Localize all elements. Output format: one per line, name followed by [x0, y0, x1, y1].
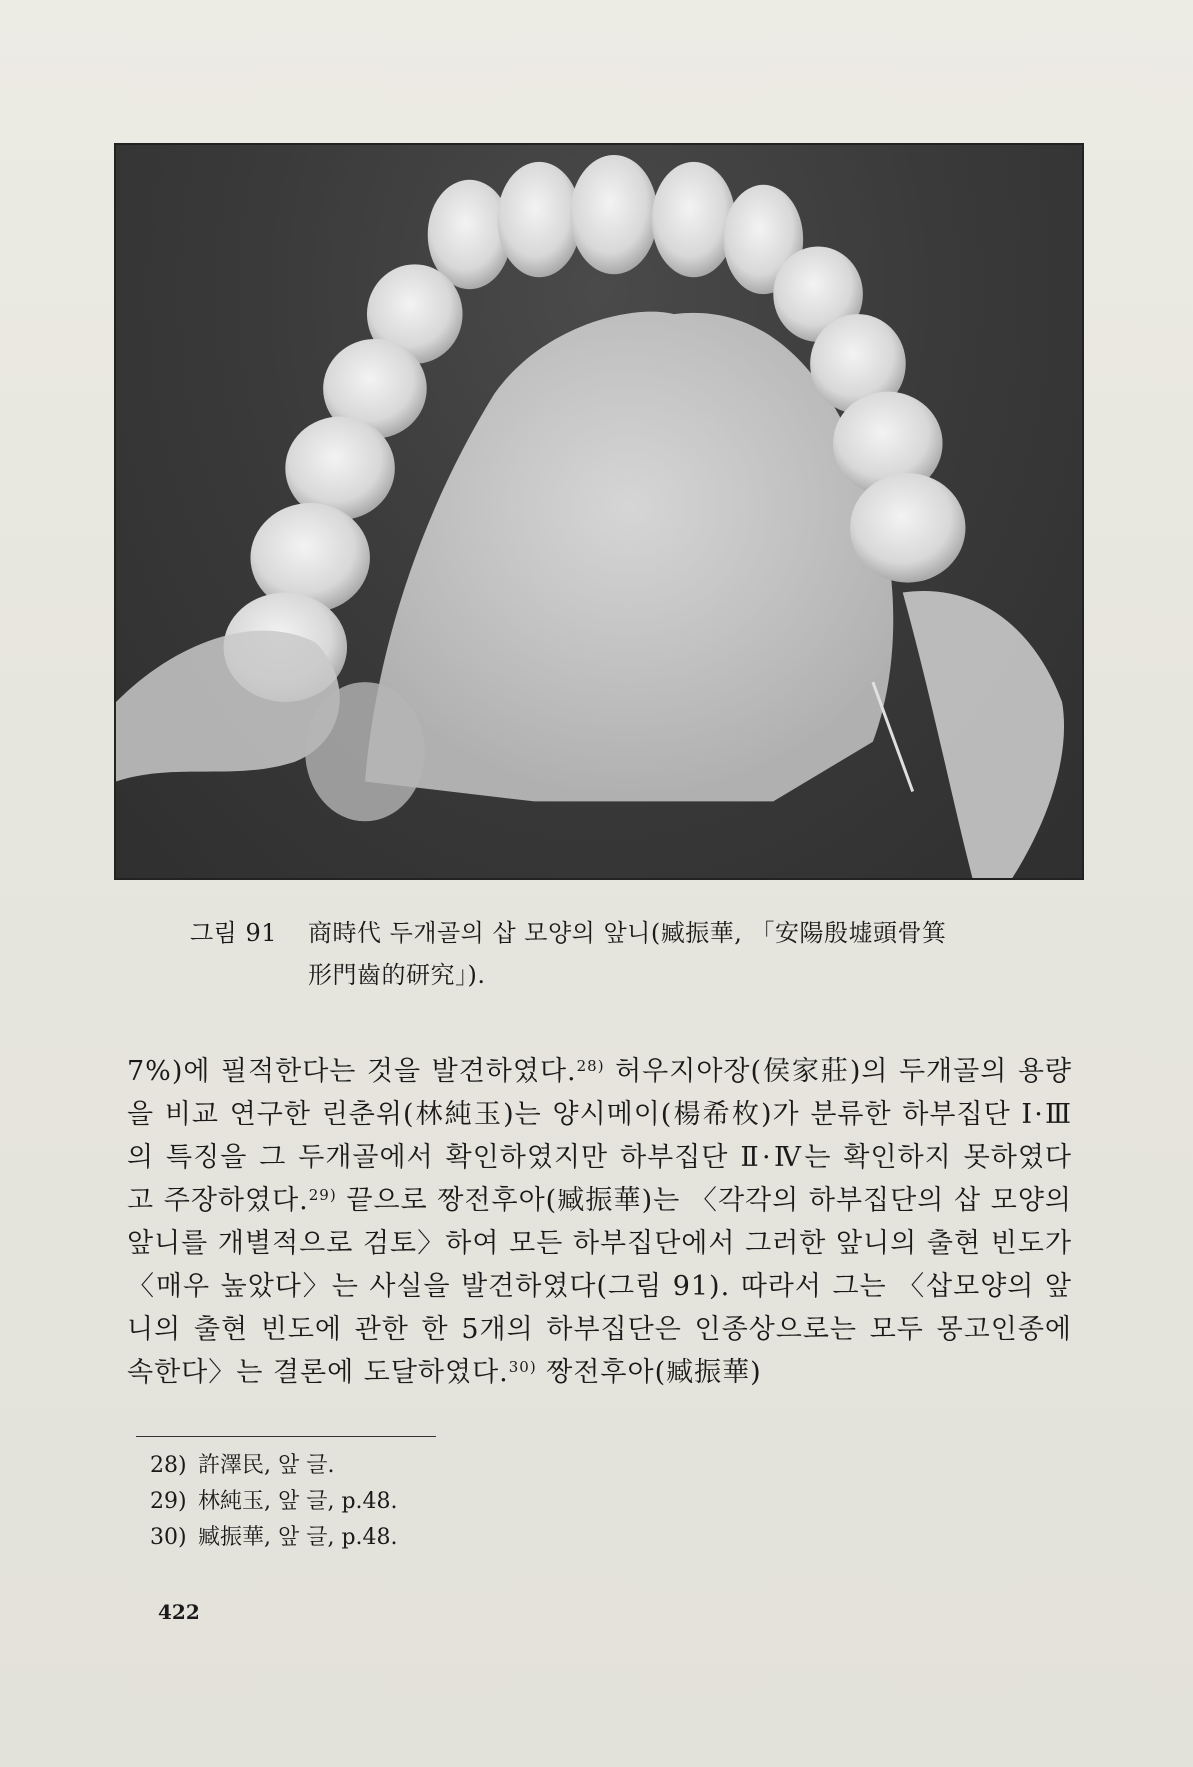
body-paragraph	[127, 1050, 1072, 1394]
body-segment-3: 끝으로 짱전후아(臧振華)는 〈각각의 하부집단의 삽 모양의 앞니를 개별적으로 검토〉하여 모든 하부집단에서 그러한 앞니의 출현 빈도가 〈매우 높았다〉는 사실을 발견하였다(그림 91). 따라서 그는 〈삽모양의 앞니의 출현 빈도에 관한 한 5개의 하부집단은 인종상으로는 모두 몽고인종에 속한다〉는 결론에 도달하였다.	[127, 1185, 1072, 1388]
footnote-text: 林純玉, 앞 글, p.48.	[198, 1489, 398, 1514]
figure-label: 그림 91	[190, 919, 278, 947]
footnote-number: 29)	[150, 1489, 187, 1514]
footnote-item	[150, 1448, 398, 1484]
footnote-ref-29: 29)	[308, 1186, 337, 1204]
footnote-item	[150, 1520, 398, 1556]
figure-photo	[114, 143, 1084, 880]
footnote-divider	[136, 1436, 436, 1437]
page-number: 422	[158, 1600, 200, 1624]
footnote-text: 許澤民, 앞 글.	[198, 1453, 335, 1478]
footnote-number: 30)	[150, 1525, 187, 1550]
teeth-photo-image	[116, 145, 1082, 878]
body-segment-1: 7%)에 필적한다는 것을 발견하였다.	[127, 1056, 577, 1087]
body-segment-2: 허우지아장(侯家莊)의 두개골의 용량을 비교 연구한 린춘위(林純玉)는 양시메이(楊希枚)가 분류한 하부집단 Ⅰ·Ⅲ의 특징을 그 두개골에서 확인하였지만 하부집단 Ⅱ·Ⅳ는 확인하지 못하였다고 주장하였다.	[127, 1056, 1072, 1216]
figure-caption	[190, 912, 1070, 996]
footnote-item	[150, 1484, 398, 1520]
footnote-number: 28)	[150, 1453, 187, 1478]
footnote-text: 臧振華, 앞 글, p.48.	[198, 1525, 398, 1550]
caption-line-1	[190, 912, 1070, 954]
body-segment-4: 짱전후아(臧振華)	[536, 1357, 762, 1388]
caption-line-2: 形門齒的研究」).	[308, 961, 486, 989]
footnote-ref-28: 28)	[576, 1057, 605, 1075]
paragraph	[127, 1050, 1072, 1394]
caption-text-1: 商時代 두개골의 삽 모양의 앞니(臧振華, 「安陽殷墟頭骨箕	[308, 919, 947, 947]
footnote-ref-30: 30)	[508, 1358, 537, 1376]
footnotes	[150, 1448, 398, 1556]
